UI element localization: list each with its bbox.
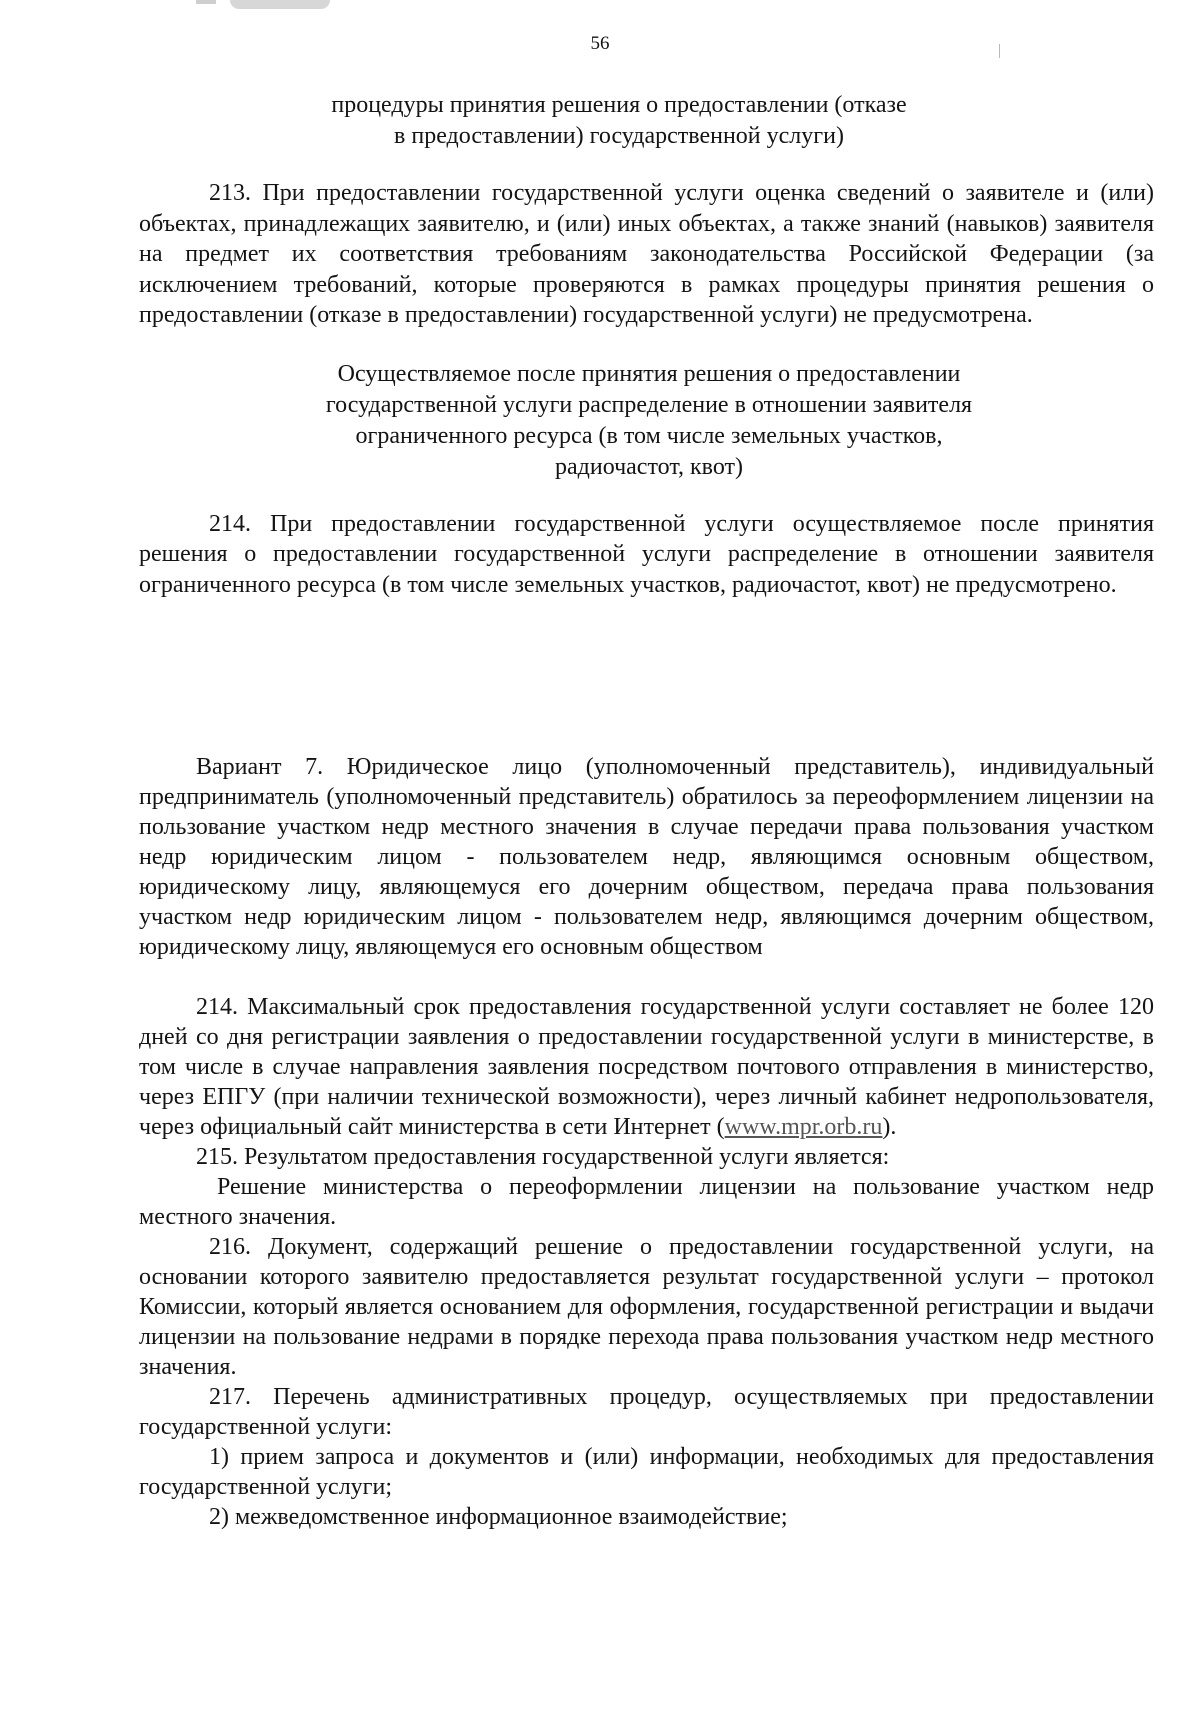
page-number: 56 (590, 33, 610, 54)
paragraph-215: 215. Результатом предоставления государственной услуги является: (196, 1144, 890, 1170)
section-heading-line: ограниченного ресурса (в том числе земельных участков, (355, 422, 943, 449)
scan-artifact (196, 0, 216, 4)
section-heading-line: в предоставлении) государственной услуги) (394, 123, 844, 149)
procedure-list-item: 1) прием запроса и документов и (или) информации, необходимых для предоставления государственной услуги; (139, 1444, 1154, 1500)
section-heading-line: Осуществляемое после принятия решения о предоставлении (337, 360, 961, 387)
paragraph-216: 216. Документ, содержащий решение о предоставлении государственной услуги, на основании которого заявителю предоставляется результат государственной услуги – протокол Комиссии, который является основанием для оформления, государственной регистрации и выдачи лицензии на пользование недрами в порядке перехода права пользования участком недр местного значения. (139, 1234, 1154, 1380)
ministry-website-link[interactable]: www.mpr.orb.ru (724, 1114, 883, 1140)
paragraph-text: ). (882, 1114, 897, 1140)
section-heading-line: радиочастот, квот) (555, 453, 743, 480)
page-content (139, 90, 1154, 1532)
variant-7-heading: Вариант 7. Юридическое лицо (уполномоченный представитель), индивидуальный предприниматель (уполномоченный представитель) обратилось за переоформлением лицензии на пользование участком недр местного значения в случае передачи права пользования участком недр юридическим лицом - пользователем недр, являющимся основным обществом, юридическому лицу, являющемуся его дочерним обществом, передача права пользования участком недр юридическим лицом - пользователем недр, являющимся дочерним обществом, юридическому лицу, являющемуся его основным обществом (139, 754, 1154, 960)
section-heading-line: государственной услуги распределение в отношении заявителя (325, 391, 973, 418)
paragraph-213: 213. При предоставлении государственной услуги оценка сведений о заявителе и (или) объектах, принадлежащих заявителю, и (или) иных объектах, а также знаний (навыков) заявителя на предмет их соответствия требованиям законодательства Российской Федерации (за исключением требований, которые проверяются в рамках процедуры принятия решения о предоставлении (отказе в предоставлении) государственной услуги) не предусмотрена. (139, 180, 1154, 328)
paragraph-214: 214. При предоставлении государственной услуги осуществляемое после принятия решения о предоставлении государственной услуги распределение в отношении заявителя ограниченного ресурса (в том числе земельных участков, радиочастот, квот) не предусмотрено. (139, 510, 1154, 598)
paragraph-214-term (139, 992, 1154, 1142)
scan-artifact (230, 0, 330, 9)
paragraph-217: 217. Перечень административных процедур, осуществляемых при предоставлении государственной услуги: (139, 1384, 1154, 1440)
section-heading-line: процедуры принятия решения о предоставлении (отказе (331, 92, 907, 118)
paragraph-text: 214. Максимальный срок предоставления государственной услуги составляет не более 120 дней со дня регистрации заявления о предоставлении государственной услуги в министерстве, в том числе в случае направления заявления посредством почтового отправления в министерство, через ЕПГУ (при наличии технической возможности), через личный кабинет недропользователя, через официальный сайт министерства в сети Интернет ( (139, 994, 1154, 1140)
paragraph-215-result: Решение министерства о переоформлении лицензии на пользование участком недр местного значения. (139, 1174, 1154, 1230)
procedure-list-item: 2) межведомственное информационное взаимодействие; (209, 1504, 788, 1530)
